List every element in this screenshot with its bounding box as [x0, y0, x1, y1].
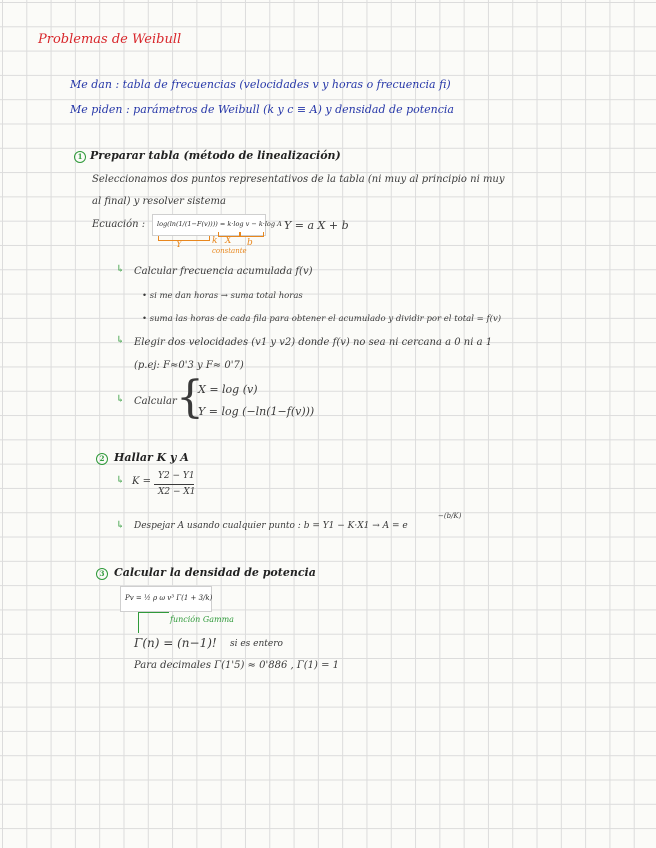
- calc-y: Y = log (−ln(1−f(v))): [198, 405, 315, 418]
- equation-k-label: k: [212, 236, 218, 246]
- k-denominator: X2 − X1: [158, 487, 196, 497]
- sub-arrow-icon: ↳: [116, 335, 125, 346]
- sub-arrow-icon: ↳: [116, 475, 125, 486]
- sub-cumulative: Calcular frecuencia acumulada f(v): [134, 266, 313, 277]
- calc-x: X = log (v): [198, 383, 258, 396]
- equation-underline-b: [240, 232, 264, 237]
- k-label: K =: [132, 476, 152, 487]
- linear-form: Y = a X + b: [284, 219, 349, 232]
- gamma-decimals: Para decimales Γ(1'5) ≈ 0'886 , Γ(1) = 1: [134, 660, 340, 671]
- step-3-number-icon: 3: [96, 568, 108, 580]
- step-2-heading: Hallar K y A: [114, 451, 189, 464]
- power-density-formula-box: [120, 586, 212, 612]
- sub-choose-velocities: Elegir dos velocidades (v1 y v2) donde f(v) no sea ni cercana a 0 ni a 1: [134, 337, 493, 348]
- sub-arrow-icon: ↳: [116, 520, 125, 531]
- intro-given: Me dan : tabla de frecuencias (velocidades v y horas o frecuencia fi): [70, 78, 451, 91]
- bullet-accumulate: • suma las horas de cada fila para obtener el acumulado y dividir por el total = f(v): [142, 314, 502, 324]
- step-1-heading: Preparar tabla (método de linealización): [90, 149, 341, 162]
- step-3-heading: Calcular la densidad de potencia: [114, 566, 316, 579]
- solve-a-exponent: −(b/K): [438, 512, 462, 520]
- intro-asked: Me piden : parámetros de Weibull (k y c ≡ A) y densidad de potencia: [70, 103, 454, 116]
- equation-x-label: X: [225, 236, 232, 246]
- sub-calculate: Calcular: [134, 396, 177, 407]
- brace-icon: {: [176, 372, 204, 423]
- gamma-function-label: función Gamma: [170, 615, 234, 624]
- solve-a: Despejar A usando cualquier punto : b = Y1 − K·X1 → A = e: [134, 521, 408, 531]
- k-numerator: Y2 − Y1: [158, 471, 195, 481]
- sub-choose-example: (p.ej: F≈0'3 y F≈ 0'7): [134, 360, 244, 371]
- sub-arrow-icon: ↳: [116, 394, 125, 405]
- k-fraction-bar: [154, 484, 194, 485]
- step-1-text-line2: al final) y resolver sistema: [92, 196, 226, 207]
- page-title: Problemas de Weibull: [38, 32, 182, 47]
- power-density-formula: Pv = ½ ρ ω v³ Γ(1 + 3/k): [125, 594, 213, 602]
- step-1-text-line1: Seleccionamos dos puntos representativos de la tabla (ni muy al principio ni muy: [92, 174, 505, 185]
- step-2-number-icon: 2: [96, 453, 108, 465]
- sub-arrow-icon: ↳: [116, 264, 125, 275]
- gamma-integer-note: si es entero: [230, 639, 283, 649]
- equation-label: Ecuación :: [92, 219, 146, 230]
- equation-underline-y: [158, 236, 210, 241]
- bullet-hours-total: • si me dan horas → suma total horas: [142, 291, 303, 301]
- gamma-definition: Γ(n) = (n−1)!: [134, 636, 217, 650]
- equation-constant-label: constante: [212, 247, 247, 255]
- equation-formula: log(ln(1/(1−F(v)))) = k·log v − k·log A: [157, 220, 282, 228]
- equation-b-label: b: [247, 238, 253, 248]
- equation-y-label: Y: [176, 240, 182, 250]
- gamma-connector: [138, 612, 169, 633]
- step-1-number-icon: 1: [74, 151, 86, 163]
